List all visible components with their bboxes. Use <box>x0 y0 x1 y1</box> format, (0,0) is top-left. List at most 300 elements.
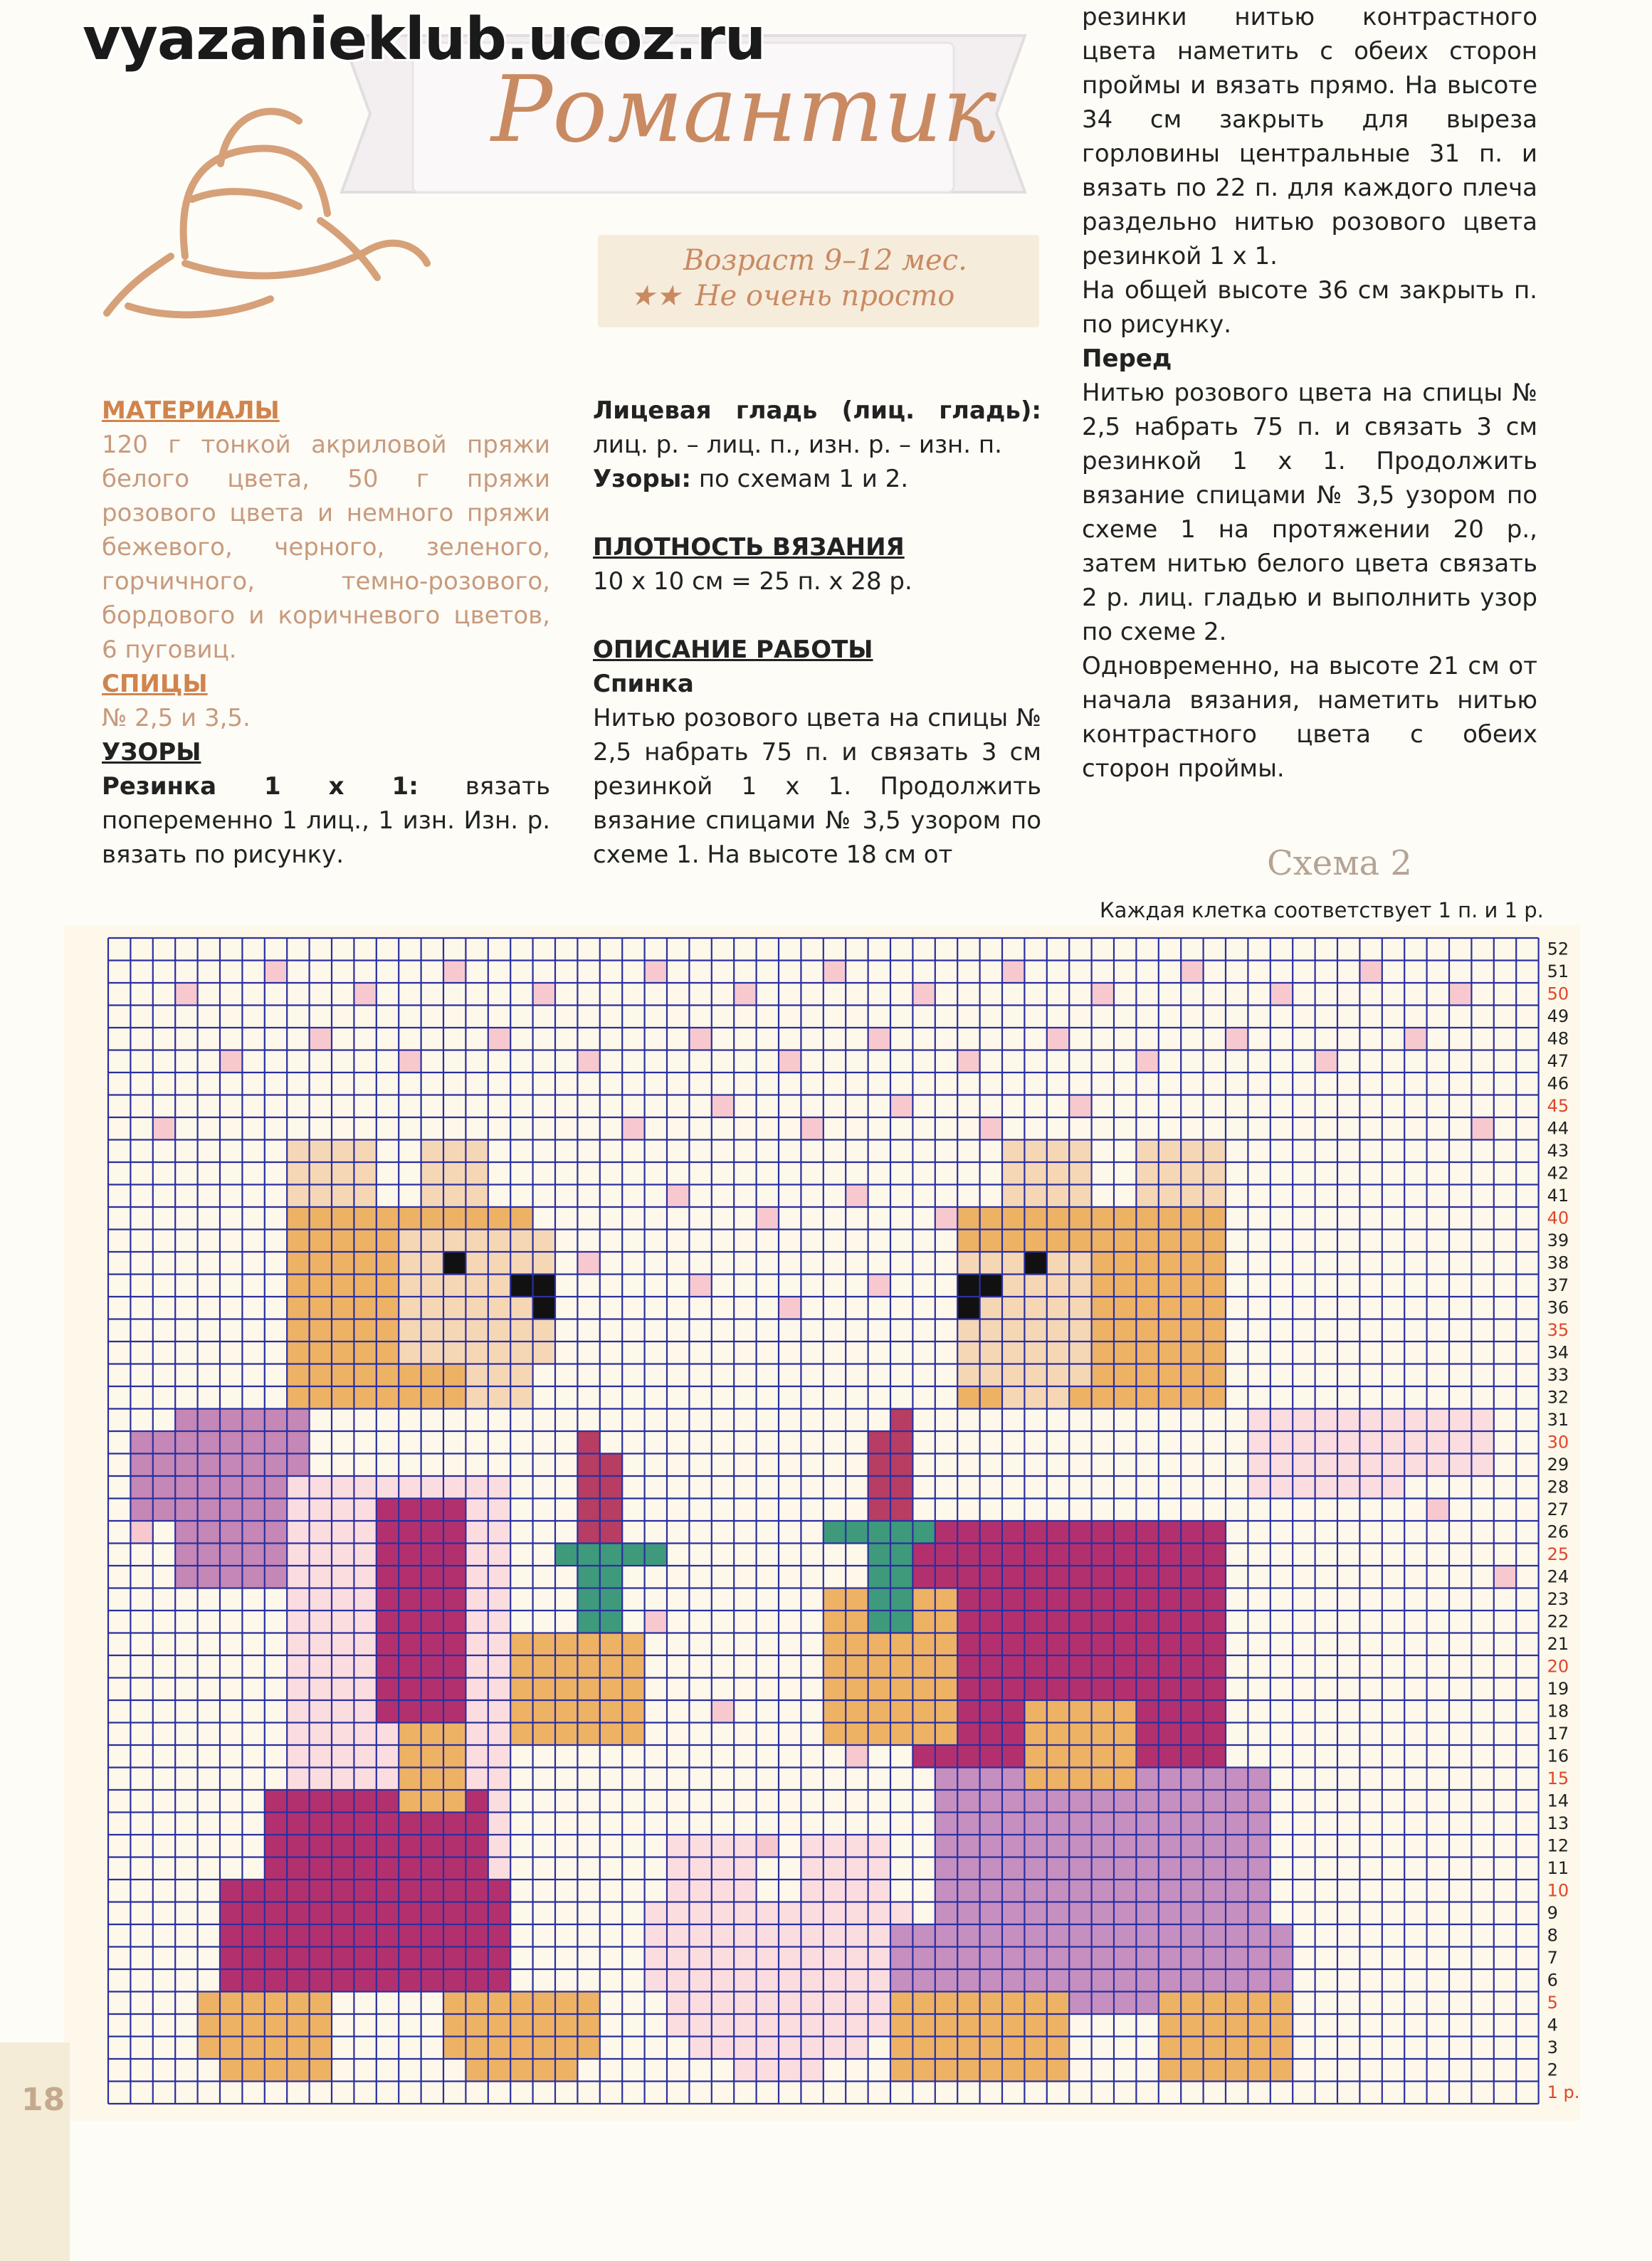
chart-cell <box>689 1857 711 1880</box>
chart-cell <box>890 1655 912 1678</box>
chart-cell <box>1002 1947 1024 1970</box>
chart-cell <box>533 2037 555 2060</box>
chart-cell <box>443 1611 465 1633</box>
chart-cell <box>734 1857 756 1880</box>
chart-cell <box>488 1723 510 1746</box>
chart-cell <box>1114 1342 1136 1364</box>
row-label: 21 <box>1547 1634 1569 1654</box>
chart-cell <box>421 1655 443 1678</box>
chart-cell <box>1181 1992 1203 2015</box>
chart-cell <box>332 1745 354 1768</box>
chart-cell <box>1136 1768 1158 1791</box>
chart-cell <box>1002 2059 1024 2082</box>
chart-cell <box>868 1969 890 1992</box>
row-label: 13 <box>1547 1813 1569 1833</box>
chart-cell <box>399 1947 421 1970</box>
chart-cell <box>1047 1521 1069 1544</box>
chart-cell <box>175 1544 197 1566</box>
chart-cell <box>310 1297 332 1319</box>
chart-cell <box>443 1544 465 1566</box>
chart-cell <box>801 2014 823 2037</box>
chart-cell <box>510 1342 532 1364</box>
row-label: 45 <box>1547 1096 1569 1116</box>
chart-cell <box>1204 1297 1226 1319</box>
chart-cell <box>354 1499 376 1522</box>
chart-cell <box>801 1857 823 1880</box>
chart-cell <box>555 1633 577 1656</box>
chart-cell <box>198 1521 220 1544</box>
chart-cell <box>779 2059 801 2082</box>
chart-cell <box>1069 1835 1091 1857</box>
chart-cell <box>465 1207 488 1230</box>
chart-cell <box>1092 1902 1114 1925</box>
chart-cell <box>265 2059 287 2082</box>
chart-cell <box>1204 1790 1226 1813</box>
patterns-heading: УЗОРЫ <box>102 738 201 766</box>
chart-cell <box>1024 1790 1046 1813</box>
chart-cell <box>1181 1342 1203 1364</box>
chart-cell <box>1315 1050 1337 1073</box>
chart-cell <box>779 2037 801 2060</box>
chart-cell <box>443 1969 465 1992</box>
chart-cell <box>1427 1431 1449 1454</box>
chart-cell <box>488 1947 510 1970</box>
chart-cell <box>354 1655 376 1678</box>
row-label: 27 <box>1547 1500 1569 1519</box>
chart-cell <box>935 1655 957 1678</box>
chart-cell <box>890 1924 912 1947</box>
chart-cell <box>801 1992 823 2015</box>
chart-cell <box>1002 1902 1024 1925</box>
chart-cell <box>1204 1655 1226 1678</box>
chart-cell <box>1047 1275 1069 1297</box>
chart-cell <box>1204 1633 1226 1656</box>
chart-cell <box>377 1544 399 1566</box>
page-tab <box>0 2043 70 2261</box>
chart-cell <box>488 1678 510 1701</box>
chart-cell <box>600 1499 622 1522</box>
chart-cell <box>399 1857 421 1880</box>
chart-cell <box>645 1969 667 1992</box>
chart-cell <box>310 1207 332 1230</box>
row-label: 51 <box>1547 961 1569 981</box>
chart-cell <box>488 1252 510 1275</box>
chart-cell <box>1181 1386 1203 1409</box>
chart-cell <box>533 1252 555 1275</box>
chart-cell <box>287 1992 309 2015</box>
row-label: 18 <box>1547 1701 1569 1722</box>
chart-cell <box>1024 1655 1046 1678</box>
row-label: 24 <box>1547 1566 1569 1587</box>
chart-cell <box>1092 1588 1114 1611</box>
chart-cell <box>1024 1207 1046 1230</box>
chart-cell <box>824 1678 846 1701</box>
chart-cell <box>1204 2014 1226 2037</box>
chart-cell <box>175 1409 197 1432</box>
chart-cell <box>577 1499 599 1522</box>
chart-cell <box>354 1275 376 1297</box>
chart-cell <box>1159 1723 1181 1746</box>
chart-cell <box>1047 1835 1069 1857</box>
chart-cell <box>1047 1342 1069 1364</box>
chart-cell <box>912 983 935 1006</box>
chart-cell <box>824 1992 846 2015</box>
chart-cell <box>332 1723 354 1746</box>
chart-cell <box>1248 1813 1270 1835</box>
chart-cell <box>1136 1521 1158 1544</box>
chart-cell <box>957 1319 979 1342</box>
chart-cell <box>1204 1947 1226 1970</box>
chart-cell <box>957 1790 979 1813</box>
chart-cell <box>1024 1252 1046 1275</box>
chart-cell <box>1248 1409 1270 1432</box>
chart-cell <box>734 1947 756 1970</box>
chart-cell <box>890 1409 912 1432</box>
chart-cell <box>465 1544 488 1566</box>
chart-cell <box>1024 1230 1046 1253</box>
chart-cell <box>1159 1745 1181 1768</box>
chart-cell <box>846 1521 868 1544</box>
chart-cell <box>1092 1947 1114 1970</box>
chart-cell <box>377 1924 399 1947</box>
chart-cell <box>600 1476 622 1499</box>
chart-cell <box>220 1476 242 1499</box>
site-watermark: vyazanieklub.ucoz.ru <box>83 6 766 73</box>
chart-cell <box>399 1499 421 1522</box>
chart-cell <box>332 1969 354 1992</box>
chart-cell <box>555 1992 577 2015</box>
chart-cell <box>667 1185 689 1208</box>
chart-cell <box>957 1857 979 1880</box>
chart-cell <box>1181 1566 1203 1588</box>
chart-cell <box>846 1857 868 1880</box>
row-label: 8 <box>1547 1925 1558 1946</box>
chart-cell <box>846 1947 868 1970</box>
chart-cell <box>198 2014 220 2037</box>
chart-cell <box>957 1633 979 1656</box>
chart-cell <box>868 1880 890 1902</box>
chart-cell <box>980 1566 1002 1588</box>
chart-cell <box>332 1342 354 1364</box>
chart-cell <box>712 2014 734 2037</box>
chart-cell <box>242 2014 264 2037</box>
chart-cell <box>1181 1162 1203 1185</box>
chart-cell <box>824 2037 846 2060</box>
row-label: 3 <box>1547 2038 1558 2057</box>
chart-cell <box>1136 1947 1158 1970</box>
chart-cell <box>1069 1364 1091 1387</box>
chart-cell <box>577 1992 599 2015</box>
chart-cell <box>980 1678 1002 1701</box>
chart-cell <box>824 1700 846 1723</box>
chart-cell <box>1270 1969 1293 1992</box>
chart-cell <box>577 1700 599 1723</box>
chart-cell <box>957 2037 979 2060</box>
row-label: 12 <box>1547 1835 1569 1856</box>
chart-cell <box>846 1633 868 1656</box>
chart-cell <box>1136 1185 1158 1208</box>
chart-cell <box>1270 2059 1293 2082</box>
front-heading: Перед <box>1082 344 1172 373</box>
chart-cell <box>465 1902 488 1925</box>
chart-cell <box>1047 1252 1069 1275</box>
chart-cell <box>846 1902 868 1925</box>
chart-cell <box>443 1723 465 1746</box>
chart-cell <box>1226 1924 1248 1947</box>
chart-cell <box>1069 1768 1091 1791</box>
chart-cell <box>465 1700 488 1723</box>
chart-cell <box>488 1633 510 1656</box>
chart-cell <box>1204 1992 1226 2015</box>
chart-cell <box>890 1902 912 1925</box>
row-label: 32 <box>1547 1387 1569 1408</box>
chart-cell <box>354 1902 376 1925</box>
chart-cell <box>1069 1611 1091 1633</box>
chart-cell <box>198 1499 220 1522</box>
chart-cell <box>287 2037 309 2060</box>
chart-cell <box>1024 1611 1046 1633</box>
chart-cell <box>846 1611 868 1633</box>
chart-cell <box>1136 1723 1158 1746</box>
chart-cell <box>265 1454 287 1477</box>
chart-cell <box>265 961 287 984</box>
chart-cell <box>488 2059 510 2082</box>
chart-cell <box>421 1969 443 1992</box>
chart-cell <box>443 1992 465 2015</box>
chart-cell <box>1047 1588 1069 1611</box>
chart-cell <box>399 1655 421 1678</box>
chart-cell <box>1114 1790 1136 1813</box>
chart-cell <box>757 1947 779 1970</box>
chart-cell <box>310 1768 332 1791</box>
chart-cell <box>421 1857 443 1880</box>
chart-cell <box>980 1342 1002 1364</box>
chart-cell <box>1136 1230 1158 1253</box>
row-label: 26 <box>1547 1522 1569 1542</box>
chart-cell <box>1092 1790 1114 1813</box>
chart-cell <box>1114 1992 1136 2015</box>
chart-cell <box>1069 1790 1091 1813</box>
chart-cell <box>555 1723 577 1746</box>
chart-cell <box>421 1745 443 1768</box>
chart-cell <box>421 1902 443 1925</box>
chart-cell <box>1159 1588 1181 1611</box>
chart-cell <box>1069 1902 1091 1925</box>
chart-cell <box>443 1386 465 1409</box>
chart-cell <box>1069 1857 1091 1880</box>
chart-cell <box>399 1768 421 1791</box>
chart-cell <box>1136 1992 1158 2015</box>
chart-cell <box>220 2059 242 2082</box>
chart-cell <box>1002 1319 1024 1342</box>
chart-cell <box>310 1544 332 1566</box>
chart-cell <box>712 1835 734 1857</box>
chart-cell <box>175 1431 197 1454</box>
chart-cell <box>846 1745 868 1768</box>
chart-cell <box>1114 1969 1136 1992</box>
scheme-note: Каждая клетка соответствует 1 п. и 1 р. <box>1100 898 1544 922</box>
chart-cell <box>1136 1700 1158 1723</box>
chart-cell <box>399 1633 421 1656</box>
chart-cell <box>287 1454 309 1477</box>
row-label: 49 <box>1547 1006 1569 1026</box>
chart-cell <box>1047 1790 1069 1813</box>
chart-cell <box>533 1992 555 2015</box>
chart-cell <box>1069 1275 1091 1297</box>
chart-cell <box>1092 1924 1114 1947</box>
chart-cell <box>1204 1275 1226 1297</box>
chart-cell <box>1159 1544 1181 1566</box>
chart-cell <box>332 1655 354 1678</box>
chart-cell <box>1248 1768 1270 1791</box>
chart-cell <box>399 1588 421 1611</box>
chart-cell <box>443 1588 465 1611</box>
chart-cell <box>242 1947 264 1970</box>
chart-cell <box>1069 1969 1091 1992</box>
chart-cell <box>1204 1857 1226 1880</box>
chart-cell <box>287 1386 309 1409</box>
chart-cell <box>1047 1207 1069 1230</box>
chart-cell <box>779 1969 801 1992</box>
chart-cell <box>1181 1588 1203 1611</box>
row-label: 46 <box>1547 1073 1569 1094</box>
chart-cell <box>377 1566 399 1588</box>
chart-cell <box>1248 1969 1270 1992</box>
chart-cell <box>421 1924 443 1947</box>
chart-cell <box>1114 1745 1136 1768</box>
chart-cell <box>465 1835 488 1857</box>
chart-cell <box>443 1880 465 1902</box>
chart-cell <box>354 1252 376 1275</box>
chart-cell <box>980 1947 1002 1970</box>
chart-cell <box>399 1566 421 1588</box>
chart-cell <box>890 1566 912 1588</box>
chart-cell <box>421 1880 443 1902</box>
chart-cell <box>510 2037 532 2060</box>
chart-cell <box>465 1319 488 1342</box>
chart-cell <box>1226 2014 1248 2037</box>
chart-cell <box>980 2014 1002 2037</box>
chart-cell <box>198 1544 220 1566</box>
chart-cell <box>824 1521 846 1544</box>
chart-cell <box>1226 1857 1248 1880</box>
chart-cell <box>1002 1700 1024 1723</box>
chart-cell <box>980 1611 1002 1633</box>
chart-cell <box>980 1297 1002 1319</box>
back-continued-text: резинки нитью контрастного цвета наметить с обеих сторон проймы и вязать прямо. На высоте 34 см закрыть для выреза горловины центральные 31 п. и вязать по 22 п. для каждого плеча раздельно нитью розового цвета резинкой 1 х 1. <box>1082 3 1537 270</box>
chart-cell <box>1204 1544 1226 1566</box>
chart-cell <box>443 1140 465 1163</box>
chart-cell <box>1069 1342 1091 1364</box>
chart-cell <box>421 1566 443 1588</box>
chart-cell <box>1159 1969 1181 1992</box>
chart-cell <box>912 1678 935 1701</box>
row-label: 44 <box>1547 1118 1569 1139</box>
chart-cell <box>488 1768 510 1791</box>
chart-cell <box>533 1678 555 1701</box>
chart-cell <box>1181 1544 1203 1566</box>
chart-cell <box>265 1409 287 1432</box>
chart-cell <box>220 1050 242 1073</box>
patterns-label: Узоры: <box>593 465 692 493</box>
chart-cell <box>1136 1611 1158 1633</box>
chart-cell <box>912 1588 935 1611</box>
chart-cell <box>1248 1880 1270 1902</box>
chart-cell <box>310 1700 332 1723</box>
chart-cell <box>287 1902 309 1925</box>
chart-cell <box>287 2059 309 2082</box>
chart-cell <box>1270 983 1293 1006</box>
chart-cell <box>824 1902 846 1925</box>
chart-cell <box>868 1723 890 1746</box>
chart-cell <box>265 1924 287 1947</box>
chart-cell <box>1047 1655 1069 1678</box>
chart-cell <box>1114 1633 1136 1656</box>
chart-cell <box>1449 1409 1471 1432</box>
chart-cell <box>1092 1386 1114 1409</box>
chart-cell <box>533 1275 555 1297</box>
chart-cell <box>779 2014 801 2037</box>
chart-cell <box>779 1947 801 1970</box>
materials-heading: МАТЕРИАЛЫ <box>102 396 280 425</box>
chart-cell <box>1204 2037 1226 2060</box>
chart-cell <box>868 1454 890 1477</box>
chart-cell <box>1248 1790 1270 1813</box>
chart-cell <box>1114 1902 1136 1925</box>
chart-cell <box>533 1319 555 1342</box>
chart-cell <box>1204 1364 1226 1387</box>
chart-cell <box>332 1319 354 1342</box>
chart-cell <box>1204 1521 1226 1544</box>
chart-cell <box>1226 2059 1248 2082</box>
chart-cell <box>1069 1745 1091 1768</box>
chart-cell <box>354 1207 376 1230</box>
chart-cell <box>242 1521 264 1544</box>
chart-cell <box>801 1902 823 1925</box>
stockinette-text: лиц. р. – лиц. п., изн. р. – изн. п. <box>593 431 1002 459</box>
chart-cell <box>1024 1700 1046 1723</box>
chart-cell <box>912 1924 935 1947</box>
chart-cell <box>1024 1857 1046 1880</box>
chart-cell <box>421 1521 443 1544</box>
chart-cell <box>287 1700 309 1723</box>
chart-cell <box>1002 1207 1024 1230</box>
chart-cell <box>1159 1185 1181 1208</box>
chart-cell <box>265 1476 287 1499</box>
chart-cell <box>1359 961 1382 984</box>
chart-cell <box>220 1969 242 1992</box>
chart-cell <box>890 1678 912 1701</box>
chart-cell <box>354 1364 376 1387</box>
chart-cell <box>377 1499 399 1522</box>
chart-cell <box>488 1566 510 1588</box>
chart-cell <box>1248 1902 1270 1925</box>
chart-cell <box>957 1521 979 1544</box>
chart-cell <box>757 1992 779 2015</box>
chart-cell <box>488 1499 510 1522</box>
chart-cell <box>1248 1992 1270 2015</box>
chart-cell <box>1226 1835 1248 1857</box>
chart-cell <box>287 1185 309 1208</box>
chart-cell <box>354 1924 376 1947</box>
chart-cell <box>868 1924 890 1947</box>
chart-cell <box>912 1611 935 1633</box>
chart-cell <box>912 1566 935 1588</box>
chart-cell <box>220 1499 242 1522</box>
chart-cell <box>980 1521 1002 1544</box>
chart-cell <box>980 1992 1002 2015</box>
chart-cell <box>488 1655 510 1678</box>
